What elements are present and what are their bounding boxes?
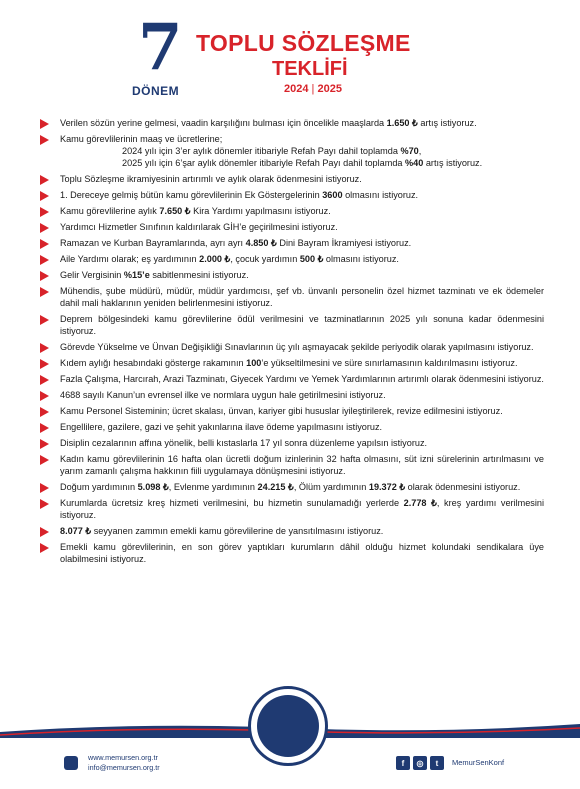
list-item [40, 190, 544, 202]
bullet-arrow-icon [40, 343, 49, 353]
list-item [40, 174, 544, 186]
list-item-text: Engellilere, gazilere, gazi ve şehit yakınlarına ilave ödeme yapılmasını istiyoruz. [60, 422, 383, 433]
list-item [40, 406, 544, 418]
list-item-text: Kamu görevlilerinin maaş ve ücretlerine; 2024 yılı için 3’er aylık dönemler itibariyle Refah Payı dahil toplamda %70, 2025 yılı için 6’şar aylık dönemler itibariyle Refah Payı dahil toplamda %40 artış istiyoruz. [60, 134, 483, 168]
bullet-arrow-icon [40, 483, 49, 493]
list-item-text: 4688 sayılı Kanun’un evrensel ilke ve normlara uygun hale getirilmesini istiyoruz. [60, 390, 386, 401]
list-item-text: Doğum yardımının 5.098 ₺, Evlenme yardımının 24.215 ₺, Ölüm yardımının 19.372 ₺ olarak ödenmesini istiyoruz. [60, 482, 521, 493]
bullet-arrow-icon [40, 499, 49, 509]
list-item-text: Yardımcı Hizmetler Sınıfının kaldırılarak GİH’e geçirilmesini istiyoruz. [60, 222, 338, 233]
bullet-arrow-icon [40, 207, 49, 217]
bullet-arrow-icon [40, 255, 49, 265]
page-title: TOPLU SÖZLEŞME [196, 30, 411, 56]
list-item [40, 374, 544, 386]
list-item-text: Gelir Vergisinin %15’e sabitlenmesini istiyoruz. [60, 270, 249, 281]
list-item [40, 438, 544, 450]
bullet-arrow-icon [40, 423, 49, 433]
bullet-arrow-icon [40, 135, 49, 145]
social-icons [396, 756, 444, 770]
list-item-text: Kurumlarda ücretsiz kreş hizmeti verilmesini, bu hizmetin sunulamadığı yerlerde 2.778 ₺, kreş yardımı verilmesini istiyoruz. [60, 498, 544, 521]
bullet-arrow-icon [40, 175, 49, 185]
list-item [40, 342, 544, 354]
list-item [40, 134, 544, 170]
list-item [40, 206, 544, 218]
year-2025: 2025 [317, 83, 342, 95]
logo-label: DÖNEM [132, 84, 180, 98]
list-item-text: Kamu görevlilerine aylık 7.650 ₺ Kira Yardımı yapılmasını istiyoruz. [60, 206, 331, 216]
social-handle[interactable]: MemurSenKonf [452, 758, 505, 767]
bullet-arrow-icon [40, 455, 49, 465]
list-item-text: Emekli kamu görevlilerinin, en son görev yaptıkları kurumların dâhil olduğu hizmet kolundaki sendikalara üye olabilmesini istiyoruz. [60, 542, 544, 565]
memursen-seal-logo [248, 686, 328, 766]
logo-number: 7 [138, 10, 183, 85]
demand-list [40, 118, 544, 570]
list-item [40, 482, 544, 494]
bullet-arrow-icon [40, 223, 49, 233]
website-link[interactable]: www.memursen.org.tr [88, 753, 158, 762]
bullet-arrow-icon [40, 439, 49, 449]
globe-icon [64, 756, 78, 770]
list-item [40, 422, 544, 434]
list-item-text: Kadın kamu görevlilerinin 16 hafta olan ücretli doğum izinlerinin 32 hafta olmasını, süt izni sürelerinin artırılmasını ve yarım zamanlı çalışma hakkının fiili uygulamaya dönüşmesini istiyoruz. [60, 454, 544, 477]
list-item [40, 358, 544, 370]
list-item [40, 314, 544, 338]
twitter-icon[interactable]: t [430, 756, 444, 770]
list-item [40, 498, 544, 522]
year-2024: 2024 [284, 83, 309, 95]
bullet-arrow-icon [40, 543, 49, 553]
list-item-text: Ramazan ve Kurban Bayramlarında, ayrı ayrı 4.850 ₺ Dini Bayram İkramiyesi istiyoruz. [60, 238, 412, 249]
list-item [40, 454, 544, 478]
list-item [40, 270, 544, 282]
list-item [40, 390, 544, 402]
bullet-arrow-icon [40, 191, 49, 201]
bullet-arrow-icon [40, 239, 49, 249]
bullet-arrow-icon [40, 359, 49, 369]
list-item-text: Mühendis, şube müdürü, müdür, müdür yardımcısı, şef vb. ünvanlı personelin özel hizmet tazminatı ve ek ödemeler dahil mali haklarının yeniden belirlenmesini istiyoruz. [60, 286, 544, 309]
list-item [40, 254, 544, 266]
instagram-icon[interactable]: ◎ [413, 756, 427, 770]
list-item-text: Görevde Yükselme ve Ünvan Değişikliği Sınavlarının üç yılı aşmayacak şekilde periyodik olarak yapılmasını istiyoruz. [60, 342, 534, 353]
header [0, 0, 580, 110]
list-item [40, 286, 544, 310]
seal-emblem-icon [257, 695, 319, 757]
list-item [40, 526, 544, 538]
list-item-text: Kamu Personel Sisteminin; ücret skalası, ünvan, kariyer gibi hususlar iyileştirilerek, revize edilmesini istiyoruz. [60, 406, 503, 417]
list-item-text: Fazla Çalışma, Harcırah, Arazi Tazminatı, Giyecek Yardımı ve Yemek Yardımlarının artırımlı olarak ödenmesini istiyoruz. [60, 374, 544, 385]
bullet-arrow-icon [40, 271, 49, 281]
list-item [40, 222, 544, 234]
years [284, 83, 342, 95]
contact-info [88, 753, 160, 773]
bullet-arrow-icon [40, 527, 49, 537]
list-item-text: Toplu Sözleşme ikramiyesinin artırımlı ve aylık olarak ödenmesini istiyoruz. [60, 173, 362, 184]
list-item-text: Deprem bölgesindeki kamu görevlilerine ödül verilmesini ve tazminatlarının 2025 yılı sonuna kadar ödenmesini istiyoruz. [60, 314, 544, 337]
bullet-arrow-icon [40, 391, 49, 401]
list-item [40, 542, 544, 566]
list-item [40, 118, 544, 130]
bullet-arrow-icon [40, 375, 49, 385]
list-item-text: 8.077 ₺ seyyanen zammın emekli kamu görevlilerine de yansıtılmasını istiyoruz. [60, 526, 384, 537]
years-separator: | [308, 83, 318, 95]
page-subtitle: TEKLİFİ [272, 58, 348, 80]
bullet-arrow-icon [40, 119, 49, 129]
list-item [40, 238, 544, 250]
list-item-text: Disiplin cezalarının affına yönelik, belli kıstaslarla 17 yıl sonra düzenleme yapılsın istiyoruz. [60, 438, 428, 449]
list-item-text: Aile Yardımı olarak; eş yardımının 2.000 ₺, çocuk yardımın 500 ₺ olmasını istiyoruz. [60, 254, 399, 265]
list-item-text: Verilen sözün yerine gelmesi, vaadin karşılığını bulması için öncelikle maaşlarda 1.650 ₺ artış istiyoruz. [60, 118, 477, 128]
logo-7-donem [132, 10, 190, 104]
list-item-text: 1. Dereceye gelmiş bütün kamu görevlilerinin Ek Göstergelerinin 3600 olmasını istiyoruz. [60, 189, 419, 200]
list-item-text: Kıdem aylığı hesabındaki gösterge rakamının 100’e yükseltilmesini ve süre sınırlamasının kaldırılmasını istiyoruz. [60, 358, 518, 369]
facebook-icon[interactable]: f [396, 756, 410, 770]
bullet-arrow-icon [40, 407, 49, 417]
bullet-arrow-icon [40, 287, 49, 297]
email-link[interactable]: info@memursen.org.tr [88, 763, 160, 772]
bullet-arrow-icon [40, 315, 49, 325]
